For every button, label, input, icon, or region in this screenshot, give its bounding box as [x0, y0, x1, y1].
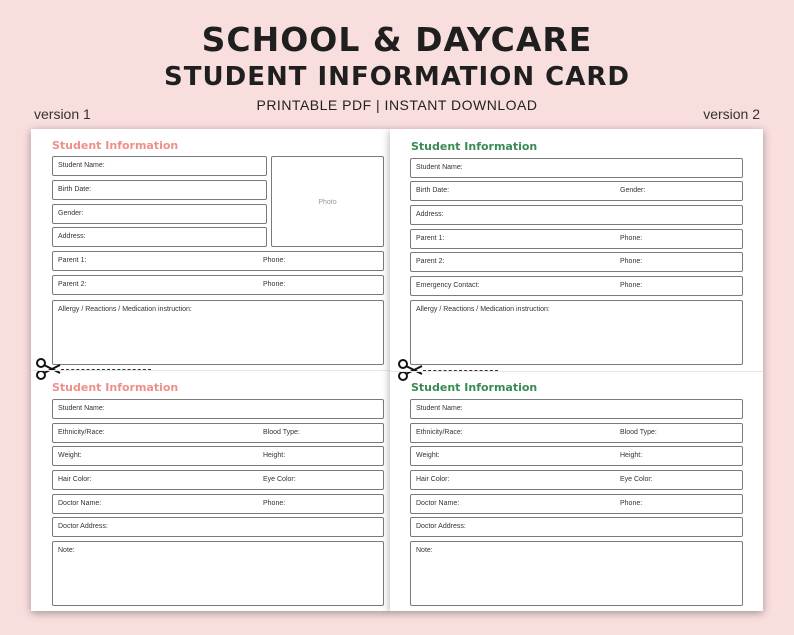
scissors-icon: [397, 359, 423, 381]
note-field[interactable]: [410, 541, 743, 606]
hair-color-field[interactable]: [410, 470, 743, 490]
student-name-field[interactable]: [52, 399, 384, 419]
ethnicity-field[interactable]: [52, 423, 384, 443]
field-label: Blood Type:: [620, 429, 657, 436]
field-label: Doctor Name:: [416, 500, 460, 507]
field-label: Phone:: [620, 258, 643, 265]
field-label: Doctor Name:: [58, 500, 102, 507]
section-title: Student Information: [52, 381, 179, 394]
field-label: Address:: [416, 211, 444, 218]
field-label: Weight:: [416, 452, 440, 459]
parent1-field[interactable]: [52, 251, 384, 271]
field-label: Phone:: [620, 282, 643, 289]
field-label: Student Name:: [58, 405, 105, 412]
field-label: Student Name:: [58, 162, 105, 169]
field-label: Parent 2:: [416, 258, 445, 265]
field-label: Gender:: [620, 187, 646, 194]
weight-field[interactable]: [52, 446, 384, 466]
note-field[interactable]: [52, 541, 384, 606]
page-title-line1: SCHOOL & DAYCARE: [201, 20, 593, 59]
field-label: Phone:: [263, 500, 286, 507]
sheet-version-1: [31, 129, 391, 611]
field-label: Emergency Contact:: [416, 282, 480, 289]
section-title: Student Information: [411, 140, 538, 153]
field-label: Phone:: [620, 235, 643, 242]
student-name-field[interactable]: [410, 158, 743, 178]
field-label: Ethnicity/Race:: [416, 429, 463, 436]
field-label: Doctor Address:: [416, 523, 466, 530]
field-label: Note:: [58, 547, 75, 554]
student-name-field[interactable]: [410, 399, 743, 419]
page-title-line2: STUDENT INFORMATION CARD: [164, 62, 630, 92]
photo-label: Photo: [318, 199, 337, 206]
weight-field[interactable]: [410, 446, 743, 466]
version-2-label: version 2: [703, 106, 760, 122]
divider: [31, 370, 391, 371]
field-label: Allergy / Reactions / Medication instruction:: [416, 306, 550, 313]
hair-color-field[interactable]: [52, 470, 384, 490]
field-label: Student Name:: [416, 405, 463, 412]
parent1-field[interactable]: [410, 229, 743, 249]
field-label: Blood Type:: [263, 429, 300, 436]
divider: [390, 371, 763, 372]
page-subtitle: PRINTABLE PDF | INSTANT DOWNLOAD: [256, 97, 538, 113]
allergy-field[interactable]: [410, 300, 743, 365]
field-label: Parent 1:: [416, 235, 445, 242]
field-label: Phone:: [263, 281, 286, 288]
photo-box[interactable]: [271, 156, 384, 247]
doctor-name-field[interactable]: [52, 494, 384, 514]
doctor-name-field[interactable]: [410, 494, 743, 514]
parent2-field[interactable]: [410, 252, 743, 272]
birth-date-field[interactable]: [52, 180, 267, 200]
parent2-field[interactable]: [52, 275, 384, 295]
birth-date-field[interactable]: [410, 181, 743, 201]
field-label: Birth Date:: [416, 187, 450, 194]
allergy-field[interactable]: [52, 300, 384, 365]
ethnicity-field[interactable]: [410, 423, 743, 443]
student-name-field[interactable]: [52, 156, 267, 176]
scissors-icon: [35, 358, 61, 380]
field-label: Allergy / Reactions / Medication instruction:: [58, 306, 192, 313]
field-label: Eye Color:: [620, 476, 653, 483]
section-title: Student Information: [52, 139, 179, 152]
field-label: Height:: [263, 452, 286, 459]
version-1-label: version 1: [34, 106, 91, 122]
address-field[interactable]: [410, 205, 743, 225]
field-label: Ethnicity/Race:: [58, 429, 105, 436]
field-label: Address:: [58, 233, 86, 240]
field-label: Phone:: [263, 257, 286, 264]
sheet-version-2: [390, 129, 763, 611]
doctor-address-field[interactable]: [410, 517, 743, 537]
field-label: Hair Color:: [416, 476, 450, 483]
field-label: Note:: [416, 547, 433, 554]
field-label: Student Name:: [416, 164, 463, 171]
field-label: Parent 1:: [58, 257, 87, 264]
field-label: Phone:: [620, 500, 643, 507]
field-label: Doctor Address:: [58, 523, 108, 530]
field-label: Birth Date:: [58, 186, 92, 193]
gender-field[interactable]: [52, 204, 267, 224]
doctor-address-field[interactable]: [52, 517, 384, 537]
address-field[interactable]: [52, 227, 267, 247]
section-title: Student Information: [411, 381, 538, 394]
field-label: Height:: [620, 452, 643, 459]
emergency-contact-field[interactable]: [410, 276, 743, 296]
field-label: Eye Color:: [263, 476, 296, 483]
field-label: Gender:: [58, 210, 84, 217]
field-label: Parent 2:: [58, 281, 87, 288]
field-label: Weight:: [58, 452, 82, 459]
field-label: Hair Color:: [58, 476, 92, 483]
